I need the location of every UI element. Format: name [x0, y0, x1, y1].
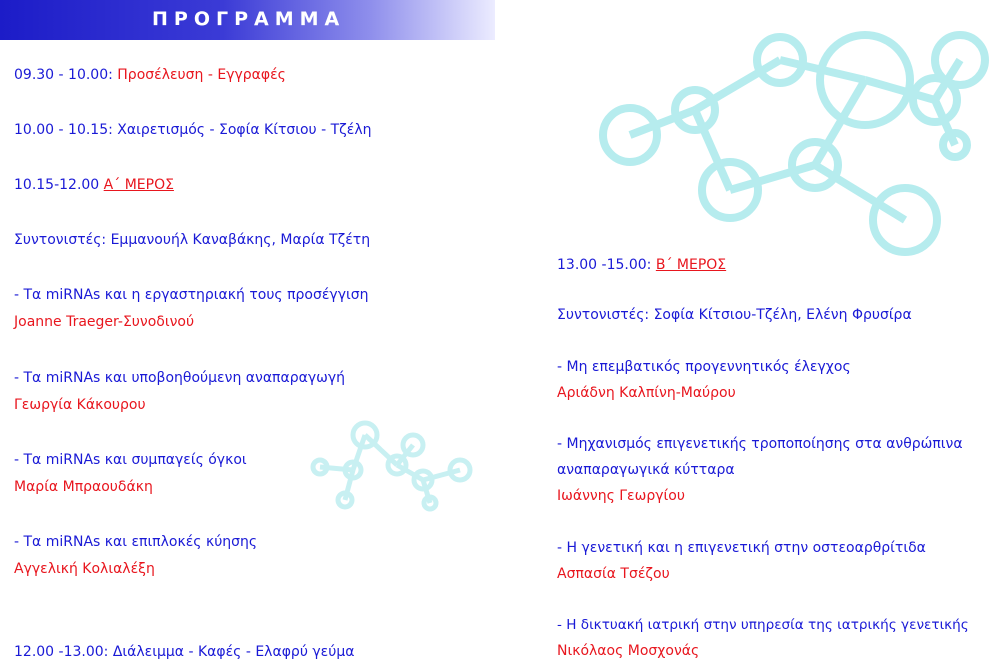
arrival-time: 09.30 - 10.00:	[14, 67, 113, 83]
part-a-label: Α΄ ΜΕΡΟΣ	[103, 177, 174, 193]
talk-speaker: Ασπασία Τσέζου	[557, 566, 670, 582]
part-b-heading	[557, 257, 726, 273]
part-b-time: 13.00 -15.00:	[557, 257, 652, 273]
talk-title: - Τα miRNAs και επιπλοκές κύησης	[14, 534, 258, 550]
talk-speaker: Αριάδνη Καλπίνη-Μαύρου	[557, 385, 736, 401]
arrival-line	[14, 67, 286, 83]
arrival-text: Προσέλευση - Εγγραφές	[117, 67, 286, 83]
talk-speaker: Μαρία Μπραουδάκη	[14, 479, 153, 495]
talk-title: - Μηχανισμός επιγενετικής τροποποίησης στα ανθρώπινα	[557, 436, 963, 452]
part-b-label: Β΄ ΜΕΡΟΣ	[655, 257, 727, 273]
talk-title: - Μη επεμβατικός προγεννητικός έλεγχος	[557, 359, 851, 375]
title-banner	[0, 0, 495, 40]
talk-title: - Τα miRNAs και συμπαγείς όγκοι	[14, 452, 247, 468]
part-a-time: 10.15-12.00	[14, 177, 100, 193]
talk-title-continued: αναπαραγωγικά κύτταρα	[557, 462, 735, 478]
part-b-coordinators: Συντονιστές: Σοφία Κίτσιου-Τζέλη, Ελένη Φρυσίρα	[557, 307, 912, 323]
break-line: 12.00 -13.00: Διάλειμμα - Καφές - Ελαφρύ γεύμα	[14, 644, 355, 660]
talk-title: - Η γενετική και η επιγενετική στην οστεοαρθρίτιδα	[557, 540, 926, 556]
talk-title: - Η δικτυακή ιατρική στην υπηρεσία της ιατρικής γενετικής	[557, 617, 969, 633]
molecule-decoration-large	[595, 15, 1000, 270]
part-a-coordinators: Συντονιστές: Εμμανουήλ Καναβάκης, Μαρία Τζέτη	[14, 232, 371, 248]
welcome-line: 10.00 - 10.15: Χαιρετισμός - Σοφία Κίτσιου - Τζέλη	[14, 122, 372, 138]
talk-speaker: Γεωργία Κάκουρου	[14, 397, 146, 413]
molecule-decoration-small	[305, 415, 475, 515]
talk-title: - Τα miRNAs και υποβοηθούμενη αναπαραγωγή	[14, 370, 345, 386]
talk-speaker: Ιωάννης Γεωργίου	[557, 488, 685, 504]
page-title: ΠΡΟΓΡΑΜΜΑ	[152, 8, 346, 30]
part-a-heading	[14, 177, 174, 193]
talk-speaker: Αγγελική Κολιαλέξη	[14, 561, 155, 577]
talk-speaker: Joanne Traeger-Συνοδινού	[14, 314, 195, 330]
talk-speaker: Νικόλαος Μοσχονάς	[557, 643, 700, 659]
talk-title: - Τα miRNAs και η εργαστηριακή τους προσέγγιση	[14, 287, 369, 303]
